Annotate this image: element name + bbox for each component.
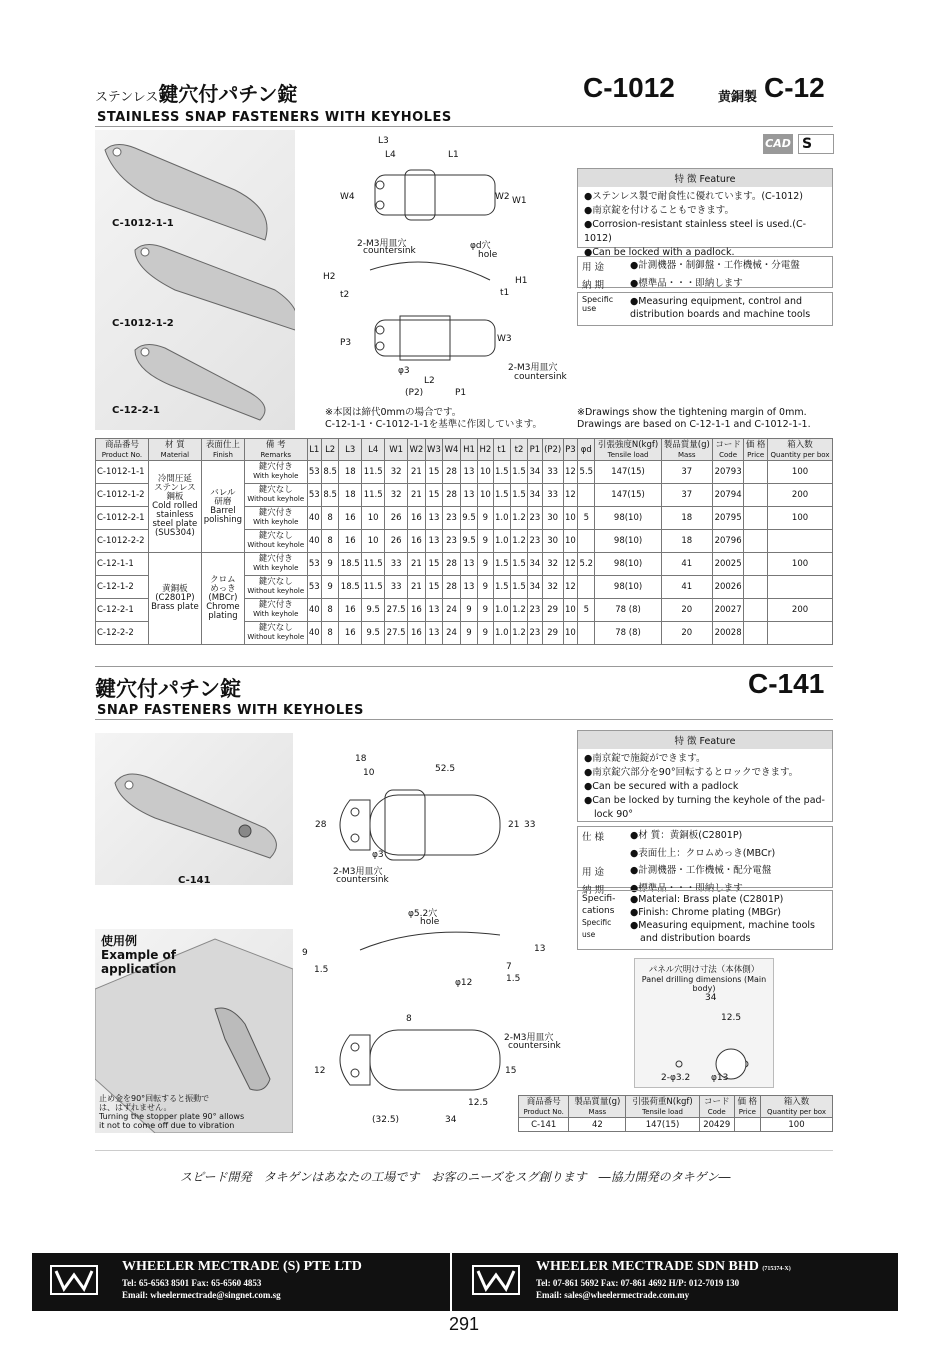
- table-header: L3: [339, 439, 362, 461]
- panel-drilling-diagram: [634, 958, 774, 1088]
- spec-table: [95, 438, 833, 645]
- snap-fastener-photo-icon: [95, 130, 295, 430]
- table-row: C-12-2-2 鍵穴なし Without keyhole 40 8 16 9.5 27.5 16 13 24 9 9 1.0 1.2 23 29 10 78 (8) 20 20028: [96, 622, 833, 645]
- dim-label: 18: [355, 754, 367, 764]
- dim-label: countersink: [514, 372, 567, 382]
- feature-item: ●ステンレス製で耐食性に優れています。(C-1012): [584, 191, 803, 202]
- panel-title-jp: パネル穴明け寸法（本体側）: [648, 965, 760, 975]
- dim-label: φ3: [372, 850, 384, 860]
- feature-head: 特 徴 Feature: [578, 731, 832, 749]
- dim-label: countersink: [363, 246, 416, 256]
- use-key: 納 期: [582, 280, 605, 291]
- feature-box: [577, 730, 833, 822]
- dim-label: 28: [315, 820, 327, 830]
- section1-en-title: STAINLESS SNAP FASTENERS WITH KEYHOLES: [97, 110, 452, 125]
- table-header: P1: [528, 439, 542, 461]
- divider: [95, 666, 833, 667]
- feature-box: [577, 168, 833, 258]
- dim-label: W1: [512, 196, 527, 206]
- table-header: コード Code: [712, 439, 743, 461]
- spec-key: 用 途: [582, 867, 605, 878]
- use-key: 用 途: [582, 262, 605, 273]
- company-tel: Tel: 65-6563 8501 Fax: 65-6560 4853: [122, 1278, 262, 1288]
- dim-label: H1: [515, 276, 528, 286]
- dim-label: 13: [534, 944, 546, 954]
- dim-label: hole: [478, 250, 498, 260]
- table-row: C-1012-2-2 鍵穴なし Without keyhole 40 8 16 10 26 16 13 23 9.5 9 1.0 1.2 23 30 10 98(10) 18 20796: [96, 530, 833, 553]
- table-header: W4: [443, 439, 461, 461]
- table-header: (P2): [542, 439, 563, 461]
- company-email: Email: wheelermectrade@singnet.com.sg: [122, 1290, 281, 1300]
- spec-key: 仕 様: [582, 832, 605, 843]
- company-logo-icon: [50, 1265, 98, 1295]
- company-name: WHEELER MECTRADE (S) PTE LTD: [122, 1259, 362, 1274]
- table-header: L2: [322, 439, 339, 461]
- spec-box: [577, 826, 833, 896]
- dim-label: 2-M3用皿穴: [504, 1033, 554, 1043]
- table-header: t2: [510, 439, 527, 461]
- table-row: C-1012-1-2 鍵穴なし Without keyhole 53 8.5 18 11.5 32 21 15 28 13 10 1.5 1.5 34 33 12 147(15) 37 20794 200: [96, 484, 833, 507]
- dim-label: 2-φ3.2: [661, 1073, 691, 1083]
- dim-label: hole: [420, 917, 440, 927]
- company-logo-icon: [472, 1265, 520, 1295]
- dim-label: φ13: [711, 1073, 729, 1083]
- divider: [95, 1150, 833, 1151]
- feature-head: 特 徴 Feature: [578, 169, 832, 187]
- dim-label: 2-M3用皿穴: [508, 363, 558, 373]
- feature-item: ●南京錠を付けることもできます。: [584, 205, 735, 216]
- feature-item: ●Can be secured with a padlock: [584, 781, 739, 792]
- table-header: W2: [408, 439, 426, 461]
- section1-code: C-1012: [583, 72, 675, 103]
- table-header: 価 格 Price: [734, 1096, 760, 1118]
- dim-label: W3: [497, 334, 512, 344]
- dim-label: t1: [500, 288, 510, 298]
- table-header: 価 格 Price: [744, 439, 768, 461]
- specific-use-box: [577, 292, 833, 326]
- example-note: 止め金を90°回転すると振動で は、はずれません。 Turning the stopper plate 90° allows it not to come off due to vibration: [99, 1094, 245, 1130]
- table-row: C-1012-1-1 冷間圧延 ステンレス 鋼板 Cold rolled stainless steel plate (SUS304) バレル 研磨 Barrel polishing 鍵穴付き With keyhole 53 8.5 18 11.5 32 21 15 28 13 10 1.5 1.5 34 33 12 5.5 147(15) 37 20793 100: [96, 461, 833, 484]
- dim-label: 10: [363, 768, 375, 778]
- feature-item: lock 90°: [594, 809, 634, 820]
- spec-value: ●標準品・・・即納します: [630, 883, 743, 894]
- section2-jp-title: 鍵穴付パチン錠: [95, 677, 241, 701]
- photo-label: C-1012-1-2: [112, 318, 174, 329]
- dim-label: 2-M3用皿穴: [333, 867, 383, 877]
- slogan: スピード開発 タキゲンはあなたの工場です お客のニーズをスグ創ります ―協力開発のタキゲン―: [180, 1170, 731, 1184]
- technical-drawing: [310, 750, 560, 1130]
- dim-label: φd穴: [470, 241, 491, 251]
- table-header: 製品質量(g) Mass: [661, 439, 712, 461]
- spec-key: [578, 845, 628, 862]
- table-header: P3: [563, 439, 577, 461]
- use-key: Specific use: [582, 295, 614, 313]
- section1-brass-code: C-12: [764, 72, 825, 103]
- divider: [95, 126, 833, 127]
- table-header: 引張荷重N(kgf) Tensile load: [626, 1096, 699, 1118]
- dim-label: t2: [340, 290, 350, 300]
- footer-divider: [450, 1253, 452, 1311]
- spec-value: ●材 質：黄銅板(C2801P): [630, 830, 743, 841]
- photo-label: C-141: [178, 875, 211, 886]
- dim-label: countersink: [508, 1041, 561, 1051]
- dim-label: L2: [424, 376, 435, 386]
- table-header: φd: [578, 439, 595, 461]
- dim-label: P1: [455, 388, 467, 398]
- spec-value: ●表面仕上：クロムめっき(MBCr): [630, 848, 776, 859]
- dim-label: W4: [340, 192, 355, 202]
- dim-label: L4: [385, 150, 396, 160]
- snap-fastener-photo-icon: [95, 733, 293, 885]
- dim-label: 33: [524, 820, 536, 830]
- use-value: ●計測機器・制御盤・工作機械・分電盤: [630, 260, 800, 271]
- use-value: ●標準品・・・即納します: [630, 278, 743, 289]
- dim-label: (32.5): [372, 1115, 400, 1125]
- section2-en-title: SNAP FASTENERS WITH KEYHOLES: [97, 703, 364, 718]
- table-header: 材 質 Material: [148, 439, 201, 461]
- table-header: コード Code: [699, 1096, 734, 1118]
- dim-label: countersink: [336, 875, 389, 885]
- feature-item: ●Corrosion-resistant stainless steel is used.(C-1012): [584, 219, 807, 244]
- photo-label: C-12-2-1: [112, 405, 160, 416]
- table-header: 箱入数 Quantity per box: [761, 1096, 833, 1118]
- cad-badge: CAD: [763, 134, 793, 154]
- dim-label: 12: [314, 1066, 326, 1076]
- company-name: WHEELER MECTRADE SDN BHD (715374-X): [536, 1259, 791, 1274]
- table-header: 備 考 Remarks: [245, 439, 308, 461]
- table-header: 引張強度N(kgf) Tensile load: [595, 439, 661, 461]
- divider: [95, 719, 833, 720]
- table-header: H2: [478, 439, 493, 461]
- example-label: 使用例 Example of application: [101, 934, 177, 976]
- footer: [32, 1253, 898, 1311]
- table-row: C-1012-2-1 鍵穴付き With keyhole 40 8 16 10 26 16 13 23 9.5 9 1.0 1.2 23 30 10 5 98(10) 18 20795 100: [96, 507, 833, 530]
- table-row: C-12-2-1 鍵穴付き With keyhole 40 8 16 9.5 27.5 16 13 24 9 9 1.0 1.2 23 29 10 5 78 (8) 20 20027 200: [96, 599, 833, 622]
- section1-brass-label: 黄銅製: [718, 90, 758, 105]
- dim-label: H2: [323, 272, 336, 282]
- table-row: C-12-1-2 鍵穴なし Without keyhole 53 9 18.5 11.5 33 21 15 28 13 9 1.5 1.5 34 32 12 98(10) 41 20026: [96, 576, 833, 599]
- note-en: ※Drawings show the tightening margin of 0mm. Drawings are based on C-12-1-1 and C-1012-1-1.: [577, 407, 811, 430]
- dim-label: 9: [302, 948, 308, 958]
- dim-label: 1.5: [506, 974, 521, 984]
- dim-label: φ5.2穴: [408, 909, 438, 919]
- feature-item: ●南京錠穴部分を90°回転するとロックできます。: [584, 767, 799, 778]
- table-header: 製品質量(g) Mass: [569, 1096, 626, 1118]
- fastener-drawing-icon: [310, 750, 560, 1130]
- table-header: L4: [362, 439, 385, 461]
- dim-label: 12.5: [721, 1013, 742, 1023]
- dim-label: 8: [406, 1014, 412, 1024]
- spec-table: [518, 1095, 833, 1132]
- panel-title-en: Panel drilling dimensions (Main body): [641, 975, 767, 993]
- feature-item: ●Can be locked by turning the keyhole of the pad-: [584, 795, 825, 806]
- table-header: 商品番号 Product No.: [96, 439, 149, 461]
- product-photo: [95, 733, 293, 885]
- table-header: W1: [385, 439, 408, 461]
- product-photo: [95, 130, 295, 430]
- table-row: C-141 42 147(15) 20429 100: [519, 1118, 833, 1132]
- use-box: [577, 256, 833, 291]
- spec-en-box: Specifi- cations Specific use ●Material: Brass plate (C2801P) ●Finish: Chrome plating (MBGr) ●Measuring equipment, machine tools and distribution boards: [577, 890, 833, 950]
- table-header: W3: [425, 439, 443, 461]
- note-jp: ※本図は締代0mmの場合です。 C-12-1-1・C-1012-1-1を基準に作図しています。: [325, 407, 543, 430]
- photo-label: C-1012-1-1: [112, 218, 174, 229]
- section1-jp-title: ステンレス鍵穴付パチン錠: [95, 82, 298, 106]
- spec-value: ●計測機器・工作機械・配分電盤: [630, 865, 772, 876]
- dim-label: 34: [445, 1115, 457, 1125]
- dim-label: W2: [495, 192, 510, 202]
- dim-label: φ12: [455, 978, 473, 988]
- dim-label: 21: [508, 820, 520, 830]
- table-header: 箱入数 Quantity per box: [768, 439, 833, 461]
- table-header: 商品番号 Product No.: [519, 1096, 569, 1118]
- dim-label: (P2): [405, 388, 424, 398]
- table-row: C-12-1-1 黄銅板 (C2801P) Brass plate クロム めっき (MBCr) Chrome plating 鍵穴付き With keyhole 53 9 18.5 11.5 33 21 15 28 13 9 1.5 1.5 34 32 12 5.2 98(10) 41 20025 100: [96, 553, 833, 576]
- dim-label: φ3: [398, 366, 410, 376]
- dim-label: 34: [705, 993, 717, 1003]
- table-header: t1: [493, 439, 510, 461]
- company-tel: Tel: 07-861 5692 Fax: 07-861 4692 H/P: 012-7019 130: [536, 1278, 740, 1288]
- use-value: ●Measuring equipment, control and distribution boards and machine tools: [630, 296, 811, 320]
- table-header: L1: [307, 439, 321, 461]
- dim-label: 15: [505, 1066, 517, 1076]
- feature-item: ●南京錠で施錠ができます。: [584, 753, 706, 764]
- dim-label: 52.5: [435, 764, 456, 774]
- panel-holes-icon: [635, 989, 775, 1089]
- table-header: H1: [460, 439, 477, 461]
- dim-label: 12.5: [468, 1098, 489, 1108]
- page-number: 291: [449, 1314, 480, 1334]
- feature-item: ●Can be locked with a padlock.: [584, 247, 735, 258]
- stainless-badge: S: [798, 134, 834, 154]
- dim-label: P3: [340, 338, 352, 348]
- table-header: 表面仕上 Finish: [201, 439, 244, 461]
- company-email: Email: sales@wheelermectrade.com.my: [536, 1290, 690, 1300]
- spec-key: 納 期: [582, 885, 605, 896]
- dim-label: 1.5: [314, 965, 329, 975]
- dim-label: L1: [448, 150, 459, 160]
- dim-label: 7: [506, 962, 512, 972]
- section2-code: C-141: [748, 668, 825, 699]
- dim-label: 2-M3用皿穴: [357, 239, 407, 249]
- dim-label: L3: [378, 136, 389, 146]
